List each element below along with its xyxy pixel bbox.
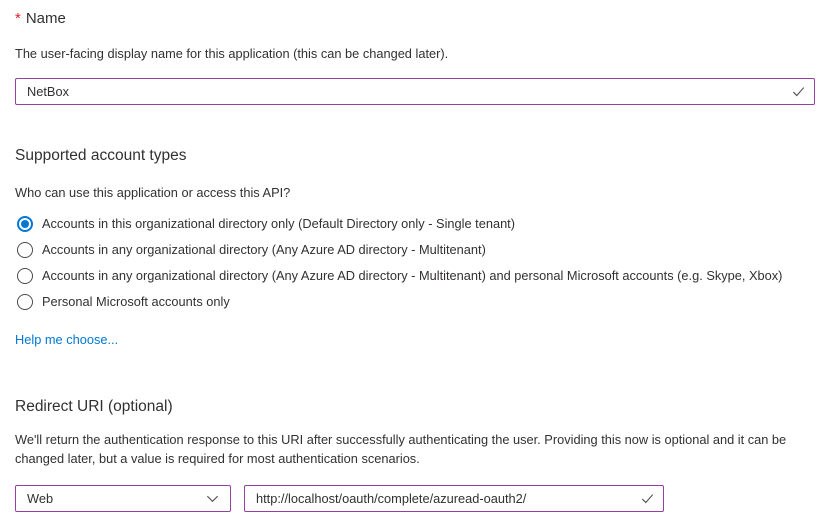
- radio-option-multitenant[interactable]: [15, 237, 815, 263]
- help-me-choose-link[interactable]: Help me choose...: [15, 332, 119, 347]
- redirect-uri-description: We'll return the authentication response to this URI after successfully authenticating the user. Providing this now is optional and it can be changed later, but a value is required for most authentication scenarios.: [15, 432, 787, 466]
- name-field-label: [15, 10, 815, 28]
- platform-select-value: Web: [27, 491, 54, 506]
- radio-option-personal-only[interactable]: [15, 289, 815, 315]
- account-types-radio-group: [15, 211, 815, 315]
- radio-option-label: Personal Microsoft accounts only: [42, 294, 230, 309]
- radio-button[interactable]: [17, 242, 33, 258]
- platform-select[interactable]: [15, 485, 231, 512]
- name-field-description: The user-facing display name for this application (this can be changed later).: [15, 46, 449, 61]
- radio-option-label: Accounts in this organizational directory only (Default Directory only - Single tenant): [42, 216, 515, 231]
- chevron-down-icon: [205, 491, 220, 506]
- radio-button[interactable]: [17, 268, 33, 284]
- radio-button[interactable]: [17, 216, 33, 232]
- required-asterisk: *: [15, 10, 21, 27]
- radio-button[interactable]: [17, 294, 33, 310]
- radio-option-label: Accounts in any organizational directory (Any Azure AD directory - Multitenant): [42, 242, 486, 257]
- check-icon: [640, 491, 655, 506]
- supported-account-types-title: Supported account types: [15, 147, 187, 164]
- radio-option-label: Accounts in any organizational directory (Any Azure AD directory - Multitenant) and personal Microsoft accounts (e.g. Skype, Xbox): [42, 268, 783, 283]
- check-icon: [791, 84, 806, 99]
- redirect-uri-input[interactable]: [256, 491, 640, 506]
- radio-option-single-tenant[interactable]: [15, 211, 815, 237]
- redirect-uri-title: Redirect URI (optional): [15, 398, 173, 415]
- name-input[interactable]: [27, 84, 791, 99]
- account-types-question: Who can use this application or access this API?: [15, 185, 291, 200]
- redirect-uri-row: [15, 485, 815, 512]
- redirect-uri-input-container: [244, 485, 664, 512]
- app-registration-form: [0, 10, 829, 512]
- radio-option-multitenant-personal[interactable]: [15, 263, 815, 289]
- name-input-container: [15, 78, 815, 105]
- name-label-text: Name: [25, 10, 66, 27]
